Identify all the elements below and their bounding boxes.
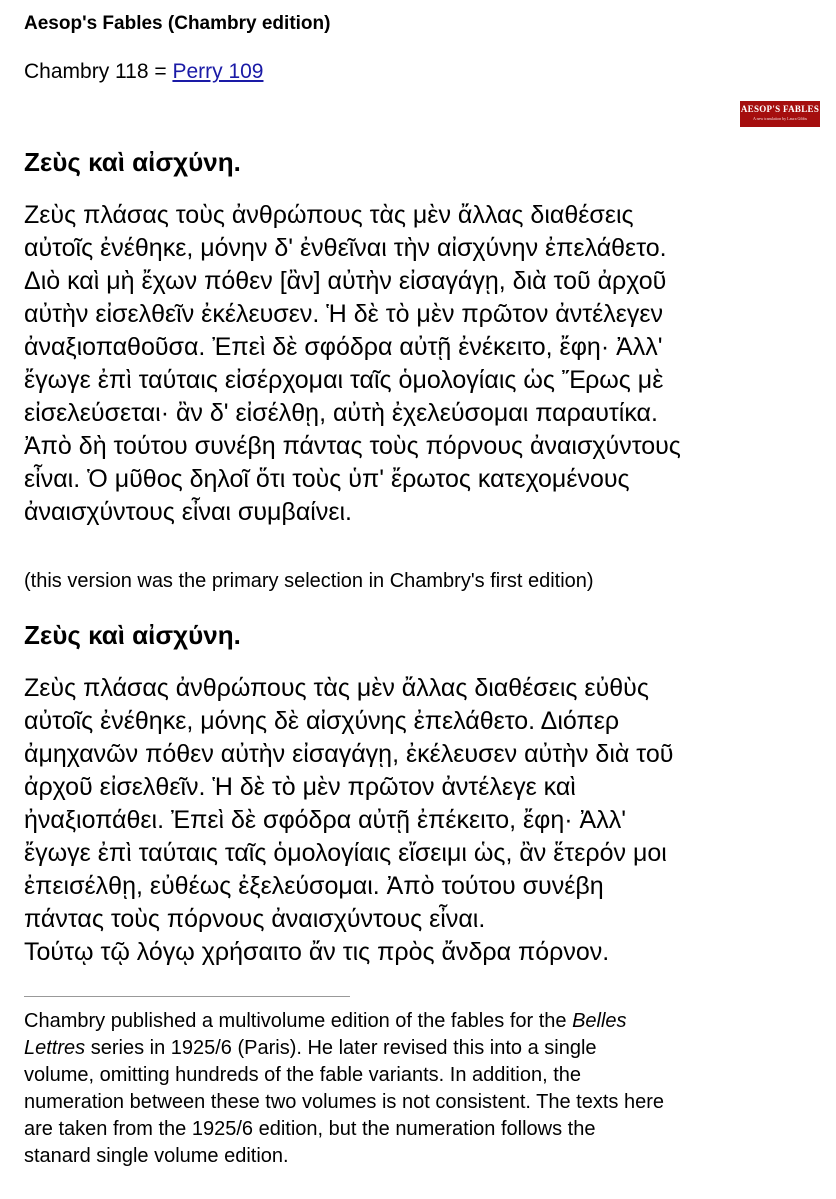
text-line: ἐπεισέλθῃ, εὐθέως ἐξελεύσομαι. Ἀπὸ τούτου συνέβη [24,872,604,900]
fable-title-2: Ζεὺς καὶ αἰσχύνη. [24,620,241,650]
aesops-fables-logo[interactable] [740,101,820,127]
text-line: ἠναξιοπάθει. Ἐπεὶ δὲ σφόδρα αὐτῇ ἐπέκειτο, ἔφη· Ἀλλ' [24,806,626,834]
fable-text-1 [24,199,824,529]
logo-title: AESOP'S FABLES [740,104,820,114]
text-line: Τούτῳ τῷ λόγῳ χρήσαιτο ἄν τις πρὸς ἄνδρα πόρνον. [24,938,610,966]
text-line: ἀρχοῦ εἰσελθεῖν. Ἡ δὲ τὸ μὲν πρῶτον ἀντέλεγε καὶ [24,773,576,801]
footnote-emphasis: Belles [572,1010,627,1032]
footnote [24,1008,824,1170]
perry-link[interactable]: Perry 109 [172,60,264,83]
text-line: ἔγωγε ἐπὶ ταύταις εἰσέρχομαι ταῖς ὁμολογίαις ὡς Ἔρως μὲ [24,366,664,394]
footnote-text: Chambry published a multivolume edition of the fables for the [24,1010,573,1032]
footnote-line: are taken from the 1925/6 edition, but the numeration follows the [24,1118,596,1140]
fable-text-2 [24,672,824,969]
footnote-line [24,1035,824,1062]
footnote-divider [24,996,350,997]
text-line: εἶναι. Ὁ μῦθος δηλοῖ ὅτι τοὺς ὑπ' ἔρωτος κατεχομένους [24,465,630,493]
text-line: ἀναξιοπαθοῦσα. Ἐπεὶ δὲ σφόδρα αὐτῇ ἐνέκειτο, ἔφη· Ἀλλ' [24,333,663,361]
text-line: εἰσελεύσεται· ἂν δ' εἰσέλθῃ, αὐτὴ ἐχελεύσομαι παραυτίκα. [24,399,658,427]
text-line: αὐτοῖς ἐνέθηκε, μόνην δ' ἐνθεῖναι τὴν αἰσχύνην ἐπελάθετο. [24,234,667,262]
fable-reference [24,58,263,86]
text-line: αὐτοῖς ἐνέθηκε, μόνης δὲ αἰσχύνης ἐπελάθετο. Διόπερ [24,707,620,735]
site-title: Aesop's Fables (Chambry edition) [24,13,331,34]
version-note: (this version was the primary selection in Chambry's first edition) [24,570,594,592]
chambry-number: Chambry 118 = [24,60,173,83]
text-line: Ἀπὸ δὴ τούτου συνέβη πάντας τοὺς πόρνους ἀναισχύντους [24,432,681,460]
text-line: Ζεὺς πλάσας ἀνθρώπους τὰς μὲν ἄλλας διαθέσεις εὐθὺς [24,674,649,702]
footnote-line: numeration between these two volumes is not consistent. The texts here [24,1091,664,1113]
fable-title-1: Ζεὺς καὶ αἰσχύνη. [24,147,241,177]
text-line: ἀναισχύντους εἶναι συμβαίνει. [24,498,352,526]
footnote-line: volume, omitting hundreds of the fable variants. In addition, the [24,1064,582,1086]
text-line: Διὸ καὶ μὴ ἔχων πόθεν [ἂν] αὐτὴν εἰσαγάγῃ, διὰ τοῦ ἀρχοῦ [24,267,667,295]
text-line: ἔγωγε ἐπὶ ταύταις ταῖς ὁμολογίαις εἴσειμι ὡς, ἂν ἕτερόν μοι [24,839,667,867]
footnote-line [24,1008,824,1035]
text-line: ἀμηχανῶν πόθεν αὐτὴν εἰσαγάγῃ, ἐκέλευσεν αὐτὴν διὰ τοῦ [24,740,674,768]
footnote-emphasis: Lettres [24,1037,86,1059]
footnote-line: stanard single volume edition. [24,1145,289,1167]
text-line: αὐτὴν εἰσελθεῖν ἐκέλευσεν. Ἡ δὲ τὸ μὲν πρῶτον ἀντέλεγεν [24,300,664,328]
logo-subtitle: A new translation by Laura Gibbs [752,116,808,121]
text-line: πάντας τοὺς πόρνους ἀναισχύντους εἶναι. [24,905,486,933]
footnote-text: series in 1925/6 (Paris). He later revised this into a single [85,1037,597,1059]
text-line: Ζεὺς πλάσας τοὺς ἀνθρώπους τὰς μὲν ἄλλας διαθέσεις [24,201,634,229]
